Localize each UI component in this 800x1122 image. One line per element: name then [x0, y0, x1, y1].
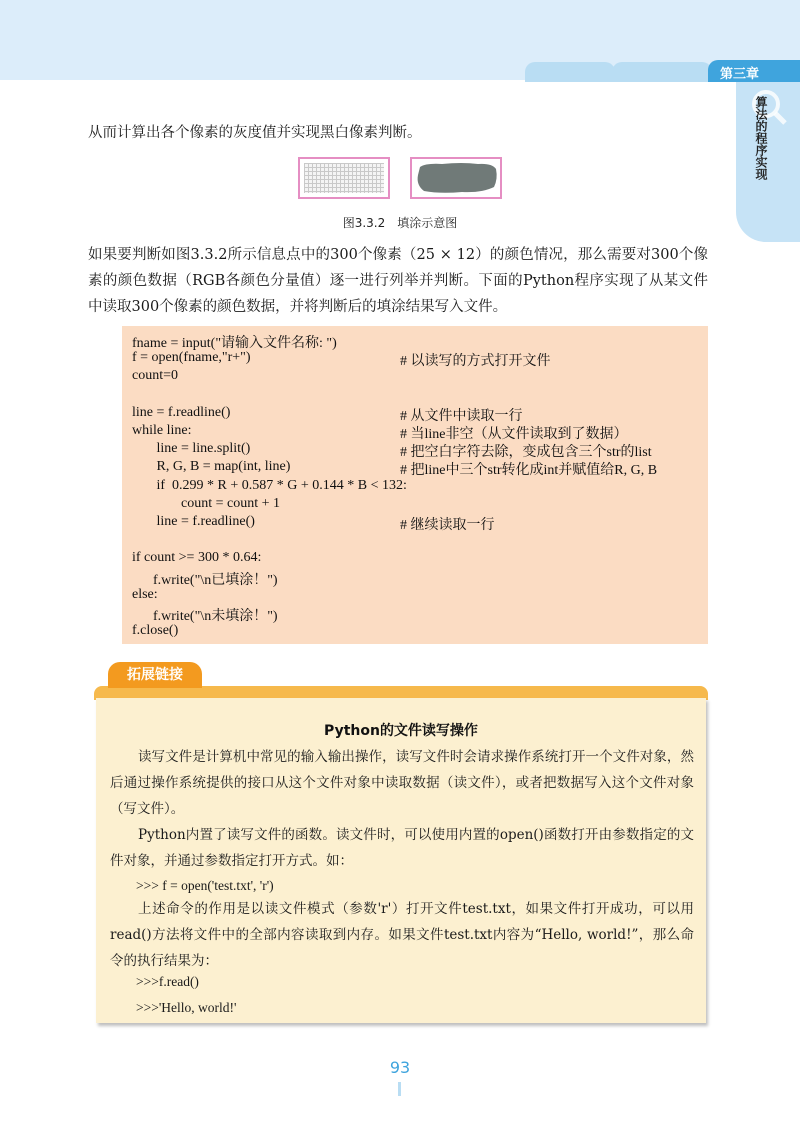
code-line: fname = input("请输入文件名称: ") [132, 336, 337, 351]
side-section-title: 算法的程序实现 [754, 96, 768, 180]
code-line: line = f.readline() [132, 514, 255, 529]
code-line: f.write("\n已填涂！") [132, 572, 278, 588]
extension-paragraph: 读写文件是计算机中常见的输入输出操作，读写文件时会请求操作系统打开一个文件对象，然后通过操作系统提供的接口从这个文件对象中读取数据（读文件），或者把数据写入这个文件对象（写文件）。 [110, 749, 694, 817]
extension-paragraph: 上述命令的作用是以读文件模式（参数'r'）打开文件test.txt，如果文件打开成功，可以用read()方法将文件中的全部内容读取到内存。如果文件test.txt内容为“Hello, world!”，那么命令的执行结果为： [110, 901, 694, 969]
figure-caption: 图3.3.2 填涂示意图 [342, 216, 458, 230]
code-line: f.write("\n未填涂！") [132, 609, 278, 624]
paragraph: 如果要判断如图3.3.2所示信息点中的300个像素（25 × 12）的颜色情况，那么需要对300个像素的颜色数据（RGB各颜色分量值）逐一进行列举并判断。下面的Python程序实现了从某文件中读取300个像素的颜色数据，并将判断后的填涂结果写入文件。 [88, 247, 708, 315]
extension-title: Python的文件读写操作 [324, 723, 478, 739]
page-mark [398, 1082, 401, 1096]
code-comment: # 以读写的方式打开文件 [400, 354, 551, 370]
extension-code-line: >>> f = open('test.txt', 'r') [136, 878, 274, 893]
code-line: count=0 [132, 368, 178, 384]
extension-paragraph: Python内置了读写文件的函数。读文件时，可以使用内置的open()函数打开由参数指定的文件对象，并通过参数指定打开方式。如： [110, 827, 694, 869]
code-line: f.close() [132, 623, 179, 639]
figure-grid-filled [410, 157, 502, 199]
code-comment: # 把line中三个str转化成int并赋值给R, G, B [400, 463, 658, 479]
extension-tab-label: 拓展链接 [108, 662, 202, 688]
code-line: line = line.split() [132, 441, 251, 457]
code-comment: # 当line非空（从文件读取到了数据） [400, 427, 628, 442]
chapter-label: 第三章 [708, 60, 800, 82]
extension-code-line: >>>'Hello, world!' [136, 1000, 237, 1015]
code-comment: # 把空白字符去除，变成包含三个str的list [400, 445, 652, 461]
code-line: if count >= 300 * 0.64: [132, 550, 262, 566]
code-comment: # 从文件中读取一行 [400, 408, 523, 424]
header-tab-decoration [612, 62, 712, 82]
code-comment: # 继续读取一行 [400, 518, 495, 533]
figure-grid-blank [298, 157, 390, 199]
header-tab-decoration [525, 62, 615, 82]
paragraph: 从而计算出各个像素的灰度值并实现黑白像素判断。 [88, 125, 422, 141]
code-line: count = count + 1 [132, 495, 280, 511]
code-line: line = f.readline() [132, 404, 231, 420]
code-line: if 0.299 * R + 0.587 * G + 0.144 * B < 132: [132, 477, 407, 493]
page-number: 93 [389, 1058, 411, 1077]
code-line: else: [132, 586, 158, 602]
code-line: while line: [132, 423, 192, 438]
extension-code-line: >>>f.read() [136, 974, 199, 989]
code-line: R, G, B = map(int, line) [132, 459, 291, 475]
code-line: f = open(fname,"r+") [132, 350, 251, 366]
